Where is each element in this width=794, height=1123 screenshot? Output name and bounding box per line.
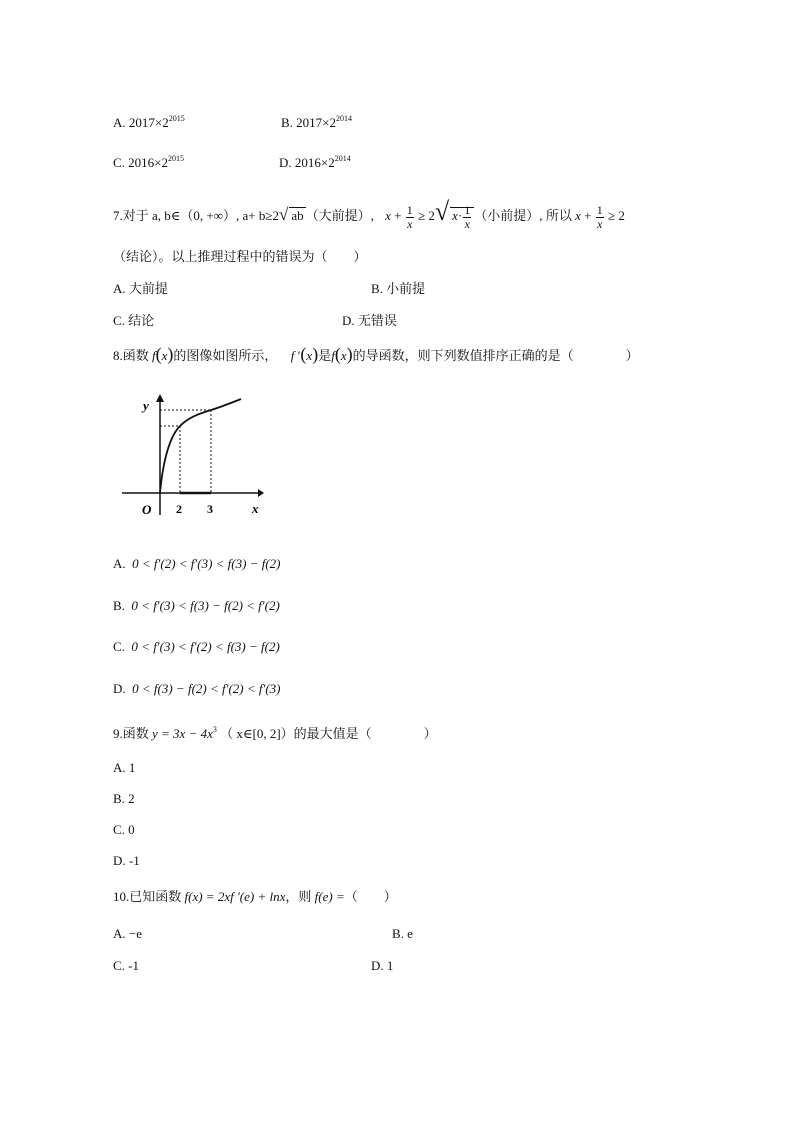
q7-conclusion-line: （结论）。以上推理过程中的错误为（ ） bbox=[113, 249, 367, 264]
q7-option-a[interactable]: A. 大前提 bbox=[113, 281, 168, 296]
q8-stem: 8.函数 f(x)的图像如图所示， f ′(x)是f(x)的导函数，则下列数值排序正确的是（ ） bbox=[113, 344, 639, 364]
q8-option-b[interactable]: B. 0 < f′(3) < f(3) − f(2) < f′(2) bbox=[113, 598, 280, 613]
q7-option-b[interactable]: B. 小前提 bbox=[371, 281, 426, 296]
tick-3: 3 bbox=[207, 502, 213, 516]
y-label: y bbox=[143, 398, 149, 413]
q8-option-c[interactable]: C. 0 < f′(3) < f′(2) < f(3) − f(2) bbox=[113, 639, 280, 654]
origin-label: O bbox=[142, 502, 152, 517]
q8-option-d[interactable]: D. 0 < f(3) − f(2) < f′(2) < f′(3) bbox=[113, 681, 281, 696]
function-curve bbox=[160, 399, 241, 493]
q6-option-d[interactable]: D. $2016\times 2^{2014}$ bbox=[279, 154, 351, 170]
x-axis-arrow bbox=[258, 489, 264, 497]
q9-option-d[interactable]: D. -1 bbox=[113, 853, 140, 868]
tick-2: 2 bbox=[176, 502, 182, 516]
q8-function-graph bbox=[118, 390, 268, 522]
q10-option-b[interactable]: B. e bbox=[392, 926, 413, 941]
q6-option-b[interactable]: B. $2017\times 2^{2014}$ bbox=[281, 114, 353, 130]
q9-option-c[interactable]: C. 0 bbox=[113, 822, 135, 837]
q9-stem: 9.函数 $y = 3x - 4x^3$ （ x∈[0, 2]）的最大值是（ ） bbox=[113, 725, 437, 741]
q6-option-c[interactable]: C. $2016\times 2^{2015}$ bbox=[113, 154, 185, 170]
q6-option-a[interactable]: A. $2017\times 2^{2015}$ bbox=[113, 114, 185, 130]
x-label: x bbox=[252, 501, 259, 516]
q7-option-c[interactable]: C. 结论 bbox=[113, 313, 155, 328]
q10-option-d[interactable]: D. 1 bbox=[371, 958, 394, 973]
y-axis-arrow bbox=[156, 394, 164, 402]
q10-option-a[interactable]: A. −e bbox=[113, 926, 142, 941]
q10-option-c[interactable]: C. -1 bbox=[113, 958, 139, 973]
q9-option-b[interactable]: B. 2 bbox=[113, 791, 135, 806]
q10-stem: 10.已知函数 f(x) = 2xf ′(e) + lnx，则 f(e) =（ ） bbox=[113, 889, 397, 904]
q7-option-d[interactable]: D. 无错误 bbox=[342, 313, 397, 328]
q9-option-a[interactable]: A. 1 bbox=[113, 760, 136, 775]
q8-option-a[interactable]: A. 0 < f′(2) < f′(3) < f(3) − f(2) bbox=[113, 556, 281, 571]
q7-stem: 7.对于 a, b∈（0, +∞）, a+ b≥2√ ab （大前提）, x + $\frac{1}{x}$ ≥ 2√ x· $\frac{1}{x}$ （小前提）, 所以 x + $\frac{1}{x}$ ≥ 2 bbox=[113, 197, 625, 231]
